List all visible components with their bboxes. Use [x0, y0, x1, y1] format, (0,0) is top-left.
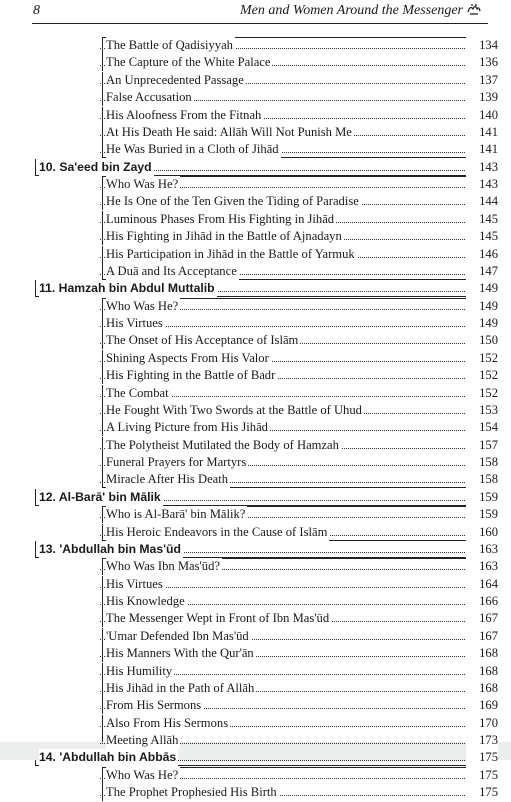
- toc-entry-row: [0, 576, 511, 593]
- page-ref: 158: [466, 471, 498, 488]
- section-title: Who Was Ibn Mas'ūd?: [106, 558, 222, 575]
- running-title: [240, 3, 481, 19]
- section-title: His Virtues: [106, 576, 165, 593]
- section-title: Who Was He?: [106, 767, 180, 784]
- toc-entry-row: [0, 767, 511, 784]
- page-ref: 146: [466, 246, 498, 263]
- toc-entry-row: [0, 680, 511, 697]
- section-title: An Unprecedented Passage: [106, 72, 246, 89]
- section-title: His Heroic Endeavors in the Cause of Islām: [106, 524, 329, 541]
- page-ref: 140: [466, 107, 498, 124]
- toc-entry-row: [0, 506, 511, 523]
- page-ref: 173: [466, 732, 498, 749]
- toc-chapter-row: [0, 159, 511, 176]
- section-title: From His Sermons: [106, 697, 203, 714]
- toc-entry-row: [0, 263, 511, 280]
- section-title: The Onset of His Acceptance of Islām: [106, 332, 300, 349]
- toc-entry-row: [0, 715, 511, 732]
- section-title: His Humility: [106, 663, 174, 680]
- toc-entry-row: [0, 524, 511, 541]
- toc-entry-row: [0, 697, 511, 714]
- page-ref: 139: [466, 89, 498, 106]
- page-ref: 168: [466, 645, 498, 662]
- section-title: Shining Aspects From His Valor: [106, 350, 271, 367]
- toc-entry-row: [0, 593, 511, 610]
- toc-entry-row: [0, 419, 511, 436]
- page-ref: 134: [466, 37, 498, 54]
- page-ref: 175: [466, 784, 498, 801]
- page-ref: 152: [466, 367, 498, 384]
- chapter-title: 13. 'Abdullah bin Mas'ūd: [39, 541, 183, 558]
- section-title: Miracle After His Death: [106, 471, 230, 488]
- page-ref: 149: [466, 298, 498, 315]
- toc-entry-row: [0, 107, 511, 124]
- section-title: His Manners With the Qur'ān: [106, 645, 256, 662]
- section-title: Also From His Sermons: [106, 715, 230, 732]
- honorific-ligature-icon: [467, 3, 481, 15]
- toc-entry-row: [0, 437, 511, 454]
- running-title-text: Men and Women Around the Messenger: [239, 3, 463, 18]
- toc-entry-row: [0, 645, 511, 662]
- header-rule: [32, 23, 488, 24]
- toc-chapter-row: [0, 489, 511, 506]
- page-ref: 143: [466, 159, 498, 176]
- page-ref: 167: [466, 628, 498, 645]
- toc-entry-row: [0, 663, 511, 680]
- toc-entry-row: [0, 385, 511, 402]
- toc-entry-row: [0, 784, 511, 801]
- page-ref: 159: [466, 506, 498, 523]
- page-ref: 167: [466, 610, 498, 627]
- section-title: The Messenger Wept in Front of Ibn Mas'ūd: [106, 610, 331, 627]
- chapter-title: 12. Al-Barā' bin Mālik: [39, 489, 163, 506]
- page-ref: 143: [466, 176, 498, 193]
- page-ref: 169: [466, 697, 498, 714]
- page-ref: 163: [466, 558, 498, 575]
- page-ref: 170: [466, 715, 498, 732]
- toc-entry-row: [0, 176, 511, 193]
- section-title: False Accusation: [106, 89, 194, 106]
- section-title: His Fighting in the Battle of Badr: [106, 367, 277, 384]
- page-ref: 175: [466, 749, 498, 766]
- section-title: His Virtues: [106, 315, 165, 332]
- page-ref: 159: [466, 489, 498, 506]
- section-title: Who Was He?: [106, 298, 180, 315]
- page-ref: 158: [466, 454, 498, 471]
- section-title: Luminous Phases From His Fighting in Jihād: [106, 211, 336, 228]
- page-ref: 141: [466, 141, 498, 158]
- table-of-contents: [0, 37, 511, 802]
- toc-entry-row: [0, 37, 511, 54]
- page-ref: 168: [466, 663, 498, 680]
- toc-entry-row: [0, 228, 511, 245]
- toc-entry-row: [0, 471, 511, 488]
- toc-entry-row: [0, 54, 511, 71]
- chapter-title: 14. 'Abdullah bin Abbās: [39, 749, 178, 766]
- page-ref: 141: [466, 124, 498, 141]
- section-title: His Aloofness From the Fitnah: [106, 107, 263, 124]
- section-title: A Living Picture from His Jihād: [106, 419, 270, 436]
- section-title: The Prophet Prophesied His Birth: [106, 784, 279, 801]
- section-title: His Participation in Jihād in the Battle of Yarmuk: [106, 246, 357, 263]
- section-title: The Battle of Qadisiyyah: [106, 37, 235, 54]
- section-title: He Was Buried in a Cloth of Jihād: [106, 141, 281, 158]
- section-title: He Fought With Two Swords at the Battle of Uhud: [106, 402, 364, 419]
- section-title: His Knowledge: [106, 593, 187, 610]
- chapter-title: 10. Sa'eed bin Zayd: [39, 159, 154, 176]
- toc-entry-row: [0, 193, 511, 210]
- toc-entry-row: [0, 124, 511, 141]
- section-title: Who is Al-Barā' bin Mālik?: [106, 506, 247, 523]
- toc-entry-row: [0, 298, 511, 315]
- toc-entry-row: [0, 246, 511, 263]
- section-title: 'Umar Defended Ibn Mas'ūd: [106, 628, 251, 645]
- section-title: The Polytheist Mutilated the Body of Hamzah: [106, 437, 341, 454]
- page-ref: 153: [466, 402, 498, 419]
- page-number: 8: [33, 3, 40, 18]
- page-ref: 163: [466, 541, 498, 558]
- toc-entry-row: [0, 89, 511, 106]
- toc-entry-row: [0, 402, 511, 419]
- page-ref: 150: [466, 332, 498, 349]
- page-ref: 145: [466, 228, 498, 245]
- toc-entry-row: [0, 454, 511, 471]
- page-ref: 157: [466, 437, 498, 454]
- section-title: He Is One of the Ten Given the Tiding of Paradise: [106, 193, 361, 210]
- toc-entry-row: [0, 72, 511, 89]
- toc-chapter-row: [0, 541, 511, 558]
- toc-entry-row: [0, 315, 511, 332]
- page-ref: 152: [466, 350, 498, 367]
- page-ref: 136: [466, 54, 498, 71]
- page-ref: 145: [466, 211, 498, 228]
- section-title: Who Was He?: [106, 176, 180, 193]
- toc-entry-row: [0, 211, 511, 228]
- toc-entry-row: [0, 558, 511, 575]
- toc-entry-row: [0, 367, 511, 384]
- section-title: The Capture of the White Palace: [106, 54, 272, 71]
- page-ref: 149: [466, 280, 498, 297]
- page-ref: 160: [466, 524, 498, 541]
- toc-entry-row: [0, 332, 511, 349]
- page-ref: 168: [466, 680, 498, 697]
- page-ref: 164: [466, 576, 498, 593]
- page-ref: 144: [466, 193, 498, 210]
- section-title: His Fighting in Jihād in the Battle of Ajnadayn: [106, 228, 344, 245]
- toc-entry-row: [0, 628, 511, 645]
- toc-chapter-row: [0, 280, 511, 297]
- section-title: His Jihād in the Path of Allāh: [106, 680, 256, 697]
- section-title: Funeral Prayers for Martyrs: [106, 454, 248, 471]
- page-ref: 147: [466, 263, 498, 280]
- section-title: Meeting Allāh: [106, 732, 180, 749]
- page-ref: 149: [466, 315, 498, 332]
- page-ref: 154: [466, 419, 498, 436]
- page-ref: 152: [466, 385, 498, 402]
- section-title: At His Death He said: Allāh Will Not Punish Me: [106, 124, 354, 141]
- toc-entry-row: [0, 141, 511, 158]
- toc-entry-row: [0, 350, 511, 367]
- section-title: The Combat: [106, 385, 171, 402]
- section-title: A Duā and Its Acceptance: [106, 263, 239, 280]
- chapter-title: 11. Hamzah bin Abdul Muttalib: [39, 280, 217, 297]
- page-ref: 166: [466, 593, 498, 610]
- page-ref: 175: [466, 767, 498, 784]
- toc-entry-row: [0, 610, 511, 627]
- page-ref: 137: [466, 72, 498, 89]
